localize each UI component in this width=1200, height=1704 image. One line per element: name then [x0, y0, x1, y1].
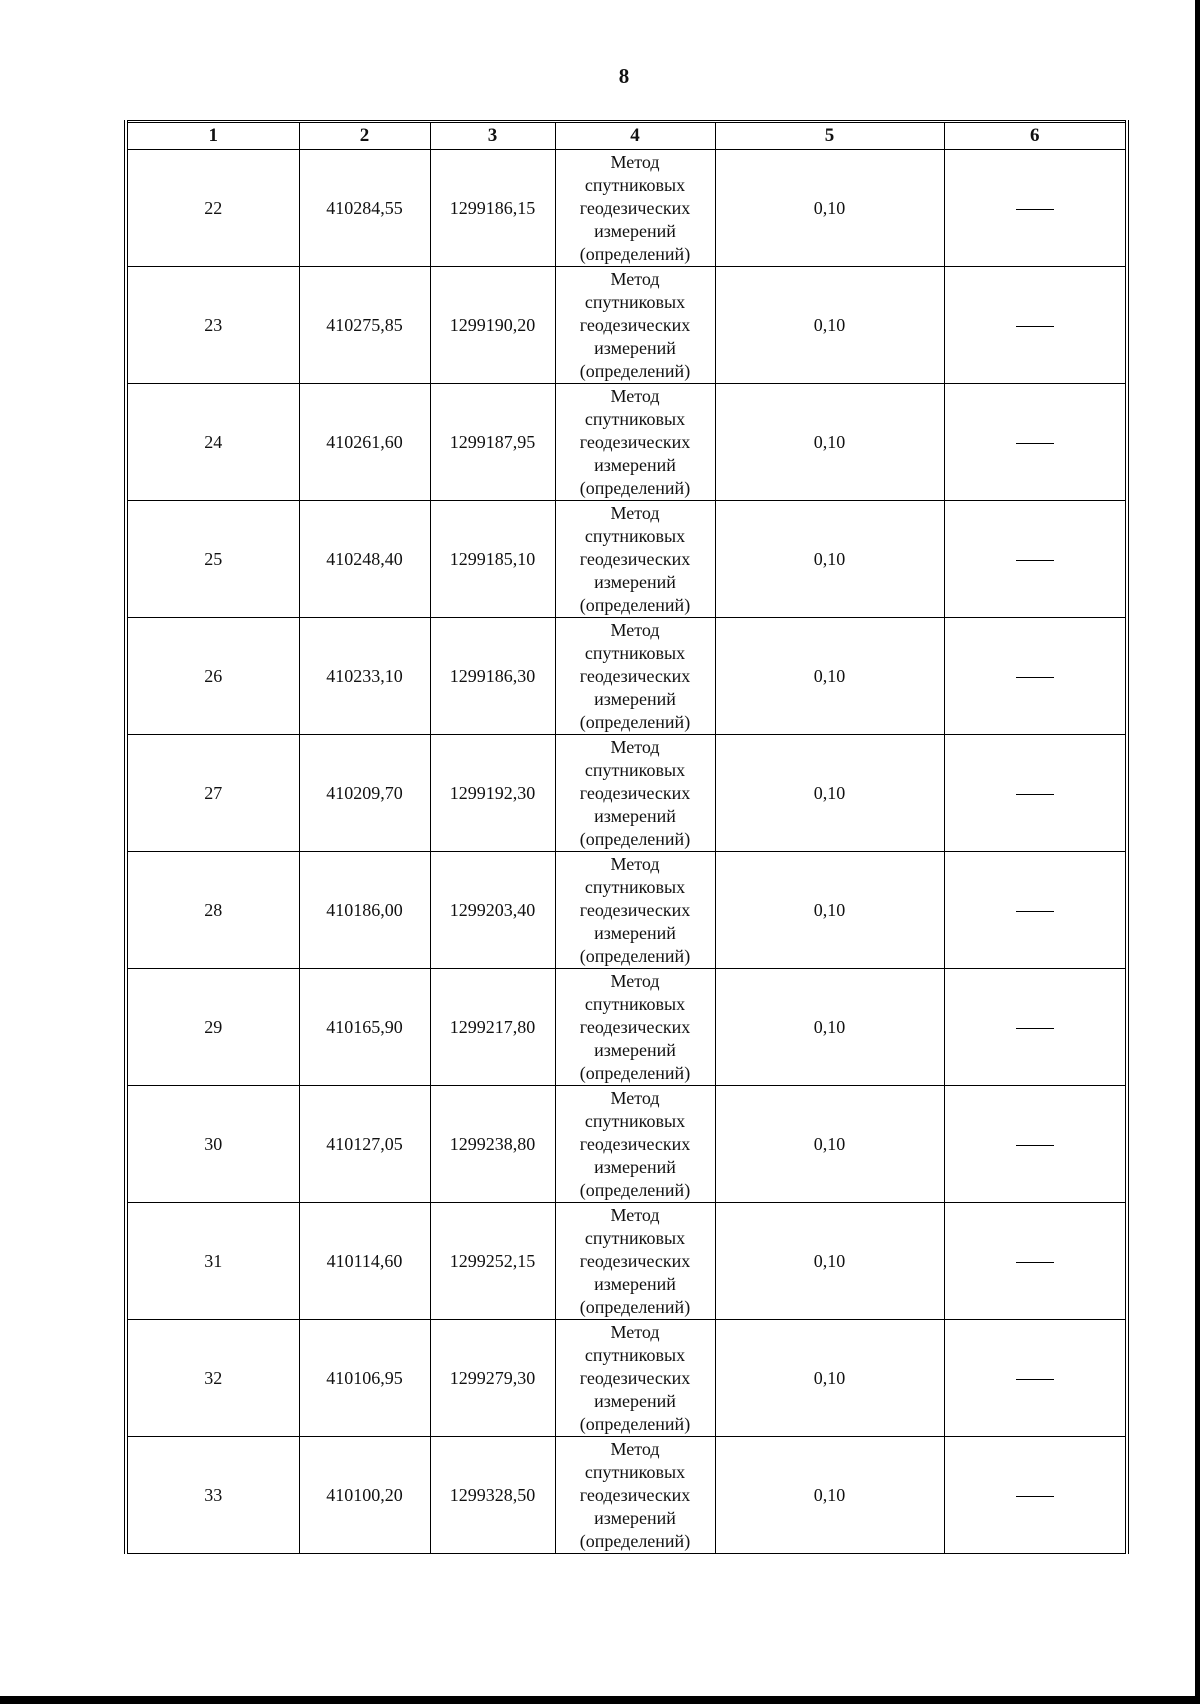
x-coordinate-cell: 410284,55: [299, 150, 430, 267]
scan-edge-bottom: [0, 1696, 1200, 1704]
dash-mark: [1016, 560, 1054, 561]
table-row: [126, 852, 1127, 969]
note-cell: [944, 735, 1127, 852]
y-coordinate-cell: 1299217,80: [430, 969, 555, 1086]
dash-mark: [1016, 1028, 1054, 1029]
note-cell: [944, 1437, 1127, 1554]
point-number-cell: 25: [126, 501, 299, 618]
table-row: [126, 384, 1127, 501]
table-row: [126, 618, 1127, 735]
note-cell: [944, 501, 1127, 618]
note-cell: [944, 1203, 1127, 1320]
dash-mark: [1016, 911, 1054, 912]
note-cell: [944, 267, 1127, 384]
x-coordinate-cell: 410106,95: [299, 1320, 430, 1437]
method-cell: Метод спутниковых геодезических измерений (определений): [555, 618, 715, 735]
method-cell: Метод спутниковых геодезических измерений (определений): [555, 267, 715, 384]
dash-mark: [1016, 326, 1054, 327]
accuracy-cell: 0,10: [715, 384, 944, 501]
table-row: [126, 735, 1127, 852]
note-cell: [944, 384, 1127, 501]
y-coordinate-cell: 1299190,20: [430, 267, 555, 384]
x-coordinate-cell: 410275,85: [299, 267, 430, 384]
dash-mark: [1016, 209, 1054, 210]
header-row: [126, 122, 1127, 150]
point-number-cell: 27: [126, 735, 299, 852]
y-coordinate-cell: 1299185,10: [430, 501, 555, 618]
dash-mark: [1016, 677, 1054, 678]
dash-mark: [1016, 1262, 1054, 1263]
header-col-6: 6: [944, 122, 1127, 150]
y-coordinate-cell: 1299186,30: [430, 618, 555, 735]
accuracy-cell: 0,10: [715, 267, 944, 384]
y-coordinate-cell: 1299192,30: [430, 735, 555, 852]
method-cell: Метод спутниковых геодезических измерений (определений): [555, 150, 715, 267]
table-row: [126, 1086, 1127, 1203]
point-number-cell: 22: [126, 150, 299, 267]
x-coordinate-cell: 410165,90: [299, 969, 430, 1086]
header-col-3: 3: [430, 122, 555, 150]
table-header: [126, 122, 1127, 150]
x-coordinate-cell: 410261,60: [299, 384, 430, 501]
note-cell: [944, 852, 1127, 969]
x-coordinate-cell: 410127,05: [299, 1086, 430, 1203]
accuracy-cell: 0,10: [715, 969, 944, 1086]
table-row: [126, 150, 1127, 267]
y-coordinate-cell: 1299186,15: [430, 150, 555, 267]
point-number-cell: 29: [126, 969, 299, 1086]
y-coordinate-cell: 1299203,40: [430, 852, 555, 969]
y-coordinate-cell: 1299252,15: [430, 1203, 555, 1320]
point-number-cell: 24: [126, 384, 299, 501]
method-cell: Метод спутниковых геодезических измерений (определений): [555, 735, 715, 852]
table-row: [126, 969, 1127, 1086]
header-col-5: 5: [715, 122, 944, 150]
accuracy-cell: 0,10: [715, 501, 944, 618]
point-number-cell: 31: [126, 1203, 299, 1320]
table-body: [126, 150, 1127, 1554]
method-cell: Метод спутниковых геодезических измерений (определений): [555, 1320, 715, 1437]
accuracy-cell: 0,10: [715, 150, 944, 267]
table-row: [126, 1203, 1127, 1320]
accuracy-cell: 0,10: [715, 1203, 944, 1320]
coordinates-table: [124, 120, 1129, 1554]
header-col-1: 1: [126, 122, 299, 150]
note-cell: [944, 1320, 1127, 1437]
note-cell: [944, 1086, 1127, 1203]
x-coordinate-cell: 410233,10: [299, 618, 430, 735]
method-cell: Метод спутниковых геодезических измерений (определений): [555, 1437, 715, 1554]
point-number-cell: 26: [126, 618, 299, 735]
x-coordinate-cell: 410209,70: [299, 735, 430, 852]
dash-mark: [1016, 1379, 1054, 1380]
accuracy-cell: 0,10: [715, 852, 944, 969]
method-cell: Метод спутниковых геодезических измерений (определений): [555, 501, 715, 618]
accuracy-cell: 0,10: [715, 735, 944, 852]
dash-mark: [1016, 443, 1054, 444]
accuracy-cell: 0,10: [715, 1086, 944, 1203]
dash-mark: [1016, 794, 1054, 795]
point-number-cell: 23: [126, 267, 299, 384]
y-coordinate-cell: 1299187,95: [430, 384, 555, 501]
note-cell: [944, 969, 1127, 1086]
dash-mark: [1016, 1496, 1054, 1497]
table-row: [126, 1320, 1127, 1437]
note-cell: [944, 618, 1127, 735]
accuracy-cell: 0,10: [715, 1320, 944, 1437]
header-col-2: 2: [299, 122, 430, 150]
method-cell: Метод спутниковых геодезических измерений (определений): [555, 1086, 715, 1203]
method-cell: Метод спутниковых геодезических измерений (определений): [555, 384, 715, 501]
x-coordinate-cell: 410114,60: [299, 1203, 430, 1320]
dash-mark: [1016, 1145, 1054, 1146]
table-row: [126, 267, 1127, 384]
accuracy-cell: 0,10: [715, 618, 944, 735]
point-number-cell: 30: [126, 1086, 299, 1203]
table-row: [126, 501, 1127, 618]
y-coordinate-cell: 1299279,30: [430, 1320, 555, 1437]
scan-edge-right: [1195, 0, 1200, 1704]
page-number: 8: [618, 64, 630, 88]
x-coordinate-cell: 410100,20: [299, 1437, 430, 1554]
method-cell: Метод спутниковых геодезических измерений (определений): [555, 852, 715, 969]
point-number-cell: 33: [126, 1437, 299, 1554]
y-coordinate-cell: 1299238,80: [430, 1086, 555, 1203]
method-cell: Метод спутниковых геодезических измерений (определений): [555, 969, 715, 1086]
y-coordinate-cell: 1299328,50: [430, 1437, 555, 1554]
x-coordinate-cell: 410186,00: [299, 852, 430, 969]
point-number-cell: 32: [126, 1320, 299, 1437]
note-cell: [944, 150, 1127, 267]
point-number-cell: 28: [126, 852, 299, 969]
x-coordinate-cell: 410248,40: [299, 501, 430, 618]
table-row: [126, 1437, 1127, 1554]
header-col-4: 4: [555, 122, 715, 150]
accuracy-cell: 0,10: [715, 1437, 944, 1554]
method-cell: Метод спутниковых геодезических измерений (определений): [555, 1203, 715, 1320]
